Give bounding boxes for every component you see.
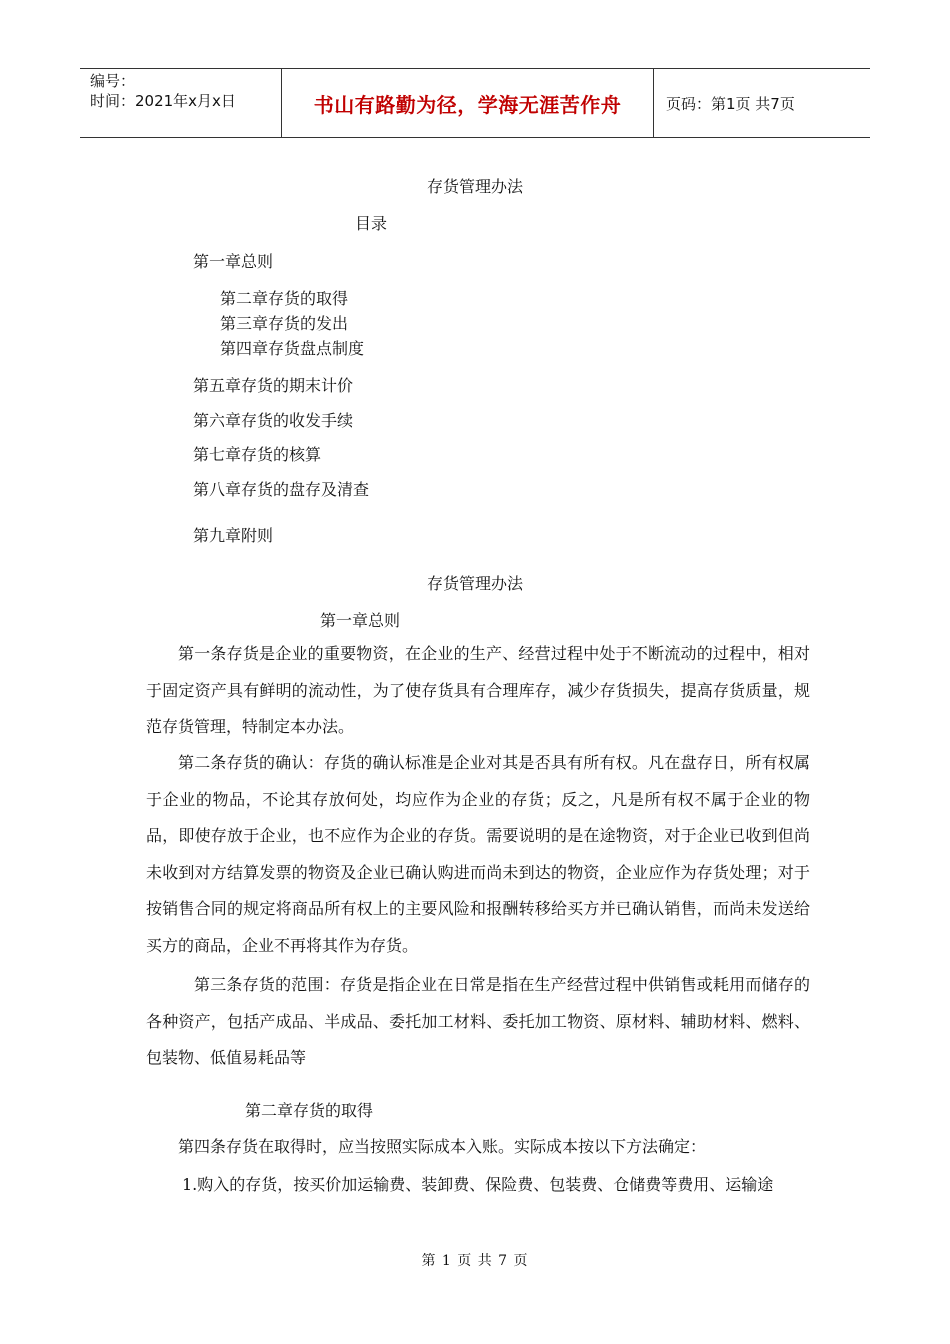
article-4-item-1: 1.购入的存货，按买价加运输费、装卸费、保险费、包装费、仓储费等费用、运输途 — [182, 1175, 774, 1194]
header-page-info: 页码：第1页 共7页 — [666, 94, 795, 113]
toc-item-4[interactable]: 第四章存货盘点制度 — [220, 339, 365, 358]
toc-item-1[interactable]: 第一章总则 — [193, 252, 274, 271]
chapter-1-heading: 第一章总则 — [320, 611, 401, 630]
document-header — [80, 68, 870, 138]
chapter-2-heading: 第二章存货的取得 — [245, 1101, 374, 1120]
article-3: 第三条存货的范围：存货是指企业在日常是指在生产经营过程中供销售或耗用而储存的各种资产，包括产成品、半成品、委托加工材料、委托加工物资、原材料、辅助材料、燃料、包装物、低值易耗品等 — [146, 975, 810, 1067]
time-label: 时间：2021年x月x日 — [90, 92, 236, 110]
toc-item-2[interactable]: 第二章存货的取得 — [220, 289, 349, 308]
toc-title: 存货管理办法 — [426, 177, 523, 196]
header-meta — [80, 69, 282, 137]
toc-item-3[interactable]: 第三章存货的发出 — [220, 314, 349, 333]
article-1: 第一条存货是企业的重要物资，在企业的生产、经营过程中处于不断流动的过程中，相对于固定资产具有鲜明的流动性，为了使存货具有合理库存，减少存货损失，提高存货质量，规范存货管理，特制定本办法。 — [146, 644, 810, 736]
toc-item-9[interactable]: 第九章附则 — [193, 526, 274, 545]
toc-item-6[interactable]: 第六章存货的收发手续 — [193, 411, 354, 430]
toc-item-5[interactable]: 第五章存货的期末计价 — [193, 376, 354, 395]
toc-heading: 目录 — [355, 214, 388, 233]
toc-item-8[interactable]: 第八章存货的盘存及清查 — [193, 480, 370, 499]
toc-item-7[interactable]: 第七章存货的核算 — [193, 445, 322, 464]
page-footer: 第 1 页 共 7 页 — [421, 1253, 529, 1269]
header-motto: 书山有路勤为径，学海无涯苦作舟 — [282, 69, 654, 137]
number-label: 编号： — [90, 72, 136, 90]
body-title: 存货管理办法 — [426, 574, 523, 593]
article-4: 第四条存货在取得时，应当按照实际成本入账。实际成本按以下方法确定： — [178, 1137, 707, 1156]
article-2: 第二条存货的确认：存货的确认标准是企业对其是否具有所有权。凡在盘存日，所有权属于企业的物品，不论其存放何处，均应作为企业的存货；反之，凡是所有权不属于企业的物品，即使存放于企业，也不应作为企业的存货。需要说明的是在途物资，对于企业已收到但尚未收到对方结算发票的物资及企业已确认购进而尚未到达的物资，企业应作为存货处理；对于按销售合同的规定将商品所有权上的主要风险和报酬转移给买方并已确认销售，而尚未发送给买方的商品，企业不再将其作为存货。 — [146, 753, 810, 955]
